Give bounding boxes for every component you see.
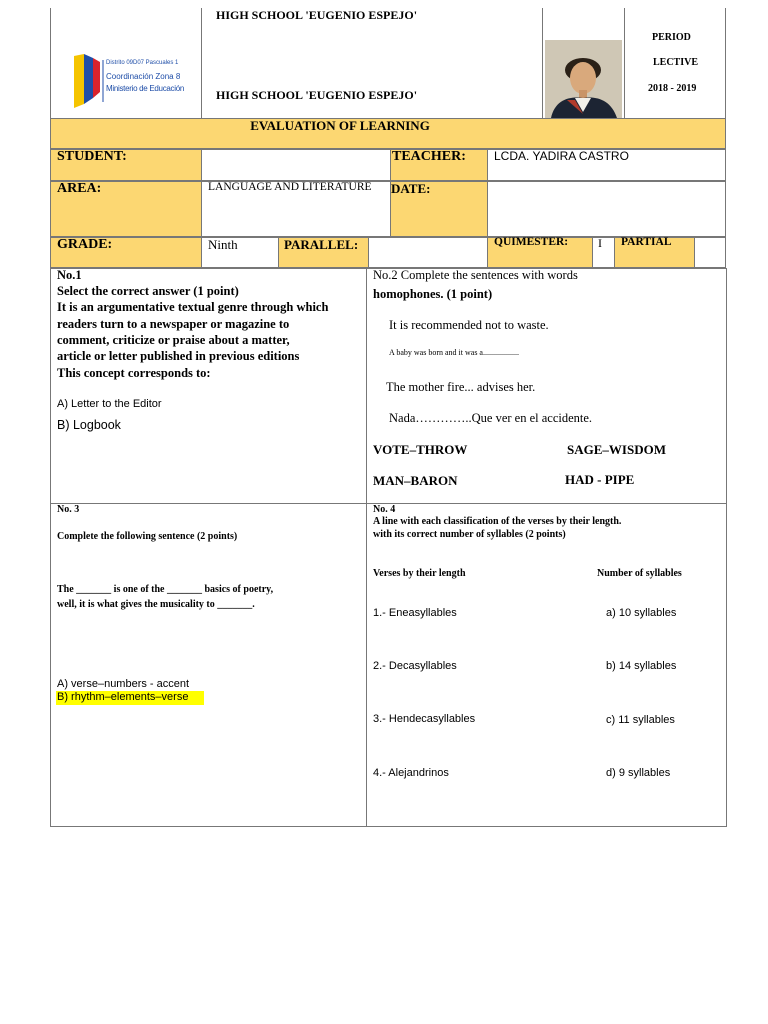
q3-sentence-line-2: well, it is what gives the musicality to _______. xyxy=(57,599,255,610)
q4-left-item-3[interactable]: 3.- Hendecasyllables xyxy=(373,713,476,725)
q4-left-item-1[interactable]: 1.- Eneasyllables xyxy=(373,607,457,619)
portrait-graphic xyxy=(545,40,622,118)
q2-sentence-3: The mother fire... advises her. xyxy=(386,380,536,394)
date-field[interactable] xyxy=(487,181,726,237)
area-label: AREA: xyxy=(57,181,102,196)
logo-line-1: Distrito 09D07 Pascuales 1 xyxy=(106,60,179,66)
q1-statement-line-3: comment, criticize or praise about a matter, xyxy=(57,333,290,347)
parallel-field[interactable] xyxy=(368,237,488,268)
q4-right-item-4[interactable]: d) 9 syllables xyxy=(606,767,671,779)
q1-statement-line-1: It is an argumentative textual genre through which xyxy=(57,300,329,314)
q4-instruction-line-2: with its correct number of syllables (2 points) xyxy=(373,529,566,540)
q4-column-left-header: Verses by their length xyxy=(373,568,466,579)
q2-sentence-2: A baby was born and it was a.................. xyxy=(389,348,519,357)
partial-field[interactable] xyxy=(694,237,726,268)
q2-heading: No.2 Complete the sentences with words xyxy=(373,268,578,282)
parallel-label: PARALLEL: xyxy=(284,237,359,252)
q1-instruction: Select the correct answer (1 point) xyxy=(57,284,239,298)
q1-statement-line-5: This concept corresponds to: xyxy=(57,366,211,380)
q4-right-item-2[interactable]: b) 14 syllables xyxy=(606,660,677,672)
logo-line-2: Coordinación Zona 8 xyxy=(106,72,181,81)
area-value: LANGUAGE AND LITERATURE xyxy=(208,181,372,193)
date-label: DATE: xyxy=(391,181,431,196)
grade-label: GRADE: xyxy=(57,237,113,252)
q3-sentence-line-1: The _______ is one of the _______ basics of poetry, xyxy=(57,584,274,595)
student-label: STUDENT: xyxy=(57,149,127,164)
q1-statement-line-4: article or letter published in previous editions xyxy=(57,349,300,363)
q3-number: No. 3 xyxy=(57,504,80,515)
school-name-bottom: HIGH SCHOOL 'EUGENIO ESPEJO' xyxy=(216,88,418,102)
q4-left-item-2[interactable]: 2.- Decasyllables xyxy=(373,660,457,672)
q2-pair-2: SAGE–WISDOM xyxy=(567,442,666,457)
quimester-field xyxy=(592,237,615,268)
teacher-label: TEACHER: xyxy=(392,149,466,164)
q1-option-a[interactable]: A) Letter to the Editor xyxy=(57,398,162,410)
period-label: PERIOD xyxy=(652,32,691,43)
partial-label: PARTIAL xyxy=(621,236,672,248)
q1-option-b[interactable]: B) Logbook xyxy=(57,418,121,432)
q4-right-item-1[interactable]: a) 10 syllables xyxy=(606,607,677,619)
q3-instruction: Complete the following sentence (2 points) xyxy=(57,531,238,542)
q4-right-item-3[interactable]: c) 11 syllables xyxy=(606,714,675,726)
portrait-image xyxy=(545,40,622,118)
ministry-logo xyxy=(72,54,185,108)
q2-pair-3: MAN–BARON xyxy=(373,473,458,488)
teacher-value: LCDA. YADIRA CASTRO xyxy=(494,149,629,163)
q2-sentence-1: It is recommended not to waste. xyxy=(389,318,549,332)
q2-subheading: homophones. (1 point) xyxy=(373,287,493,301)
student-field[interactable] xyxy=(201,149,391,181)
logo-line-3: Ministerio de Educación xyxy=(106,84,185,93)
evaluation-title: EVALUATION OF LEARNING xyxy=(250,118,430,133)
q4-left-item-4[interactable]: 4.- Alejandrinos xyxy=(373,767,449,779)
lective-label: LECTIVE xyxy=(653,57,699,68)
q4-column-right-header: Number of syllables xyxy=(597,568,682,579)
q1-number: No.1 xyxy=(57,268,82,282)
grade-value: Ninth xyxy=(208,237,238,252)
q3-option-a[interactable]: A) verse–numbers - accent xyxy=(57,678,190,690)
quimester-label: QUIMESTER: xyxy=(494,236,569,248)
lective-years: 2018 - 2019 xyxy=(648,83,697,94)
q4-instruction-line-1: A line with each classification of the verses by their length. xyxy=(373,516,622,527)
q2-pair-1: VOTE–THROW xyxy=(373,442,468,457)
q4-number: No. 4 xyxy=(373,504,396,515)
q1-statement-line-2: readers turn to a newspaper or magazine to xyxy=(57,317,290,331)
quimester-value: I xyxy=(598,236,602,250)
q2-pair-4: HAD - PIPE xyxy=(565,472,635,487)
q3-option-b[interactable]: B) rhythm–elements–verse xyxy=(57,691,189,703)
q2-sentence-4: Nada…………..Que ver en el accidente. xyxy=(389,411,593,425)
school-name-top: HIGH SCHOOL 'EUGENIO ESPEJO' xyxy=(216,8,418,22)
